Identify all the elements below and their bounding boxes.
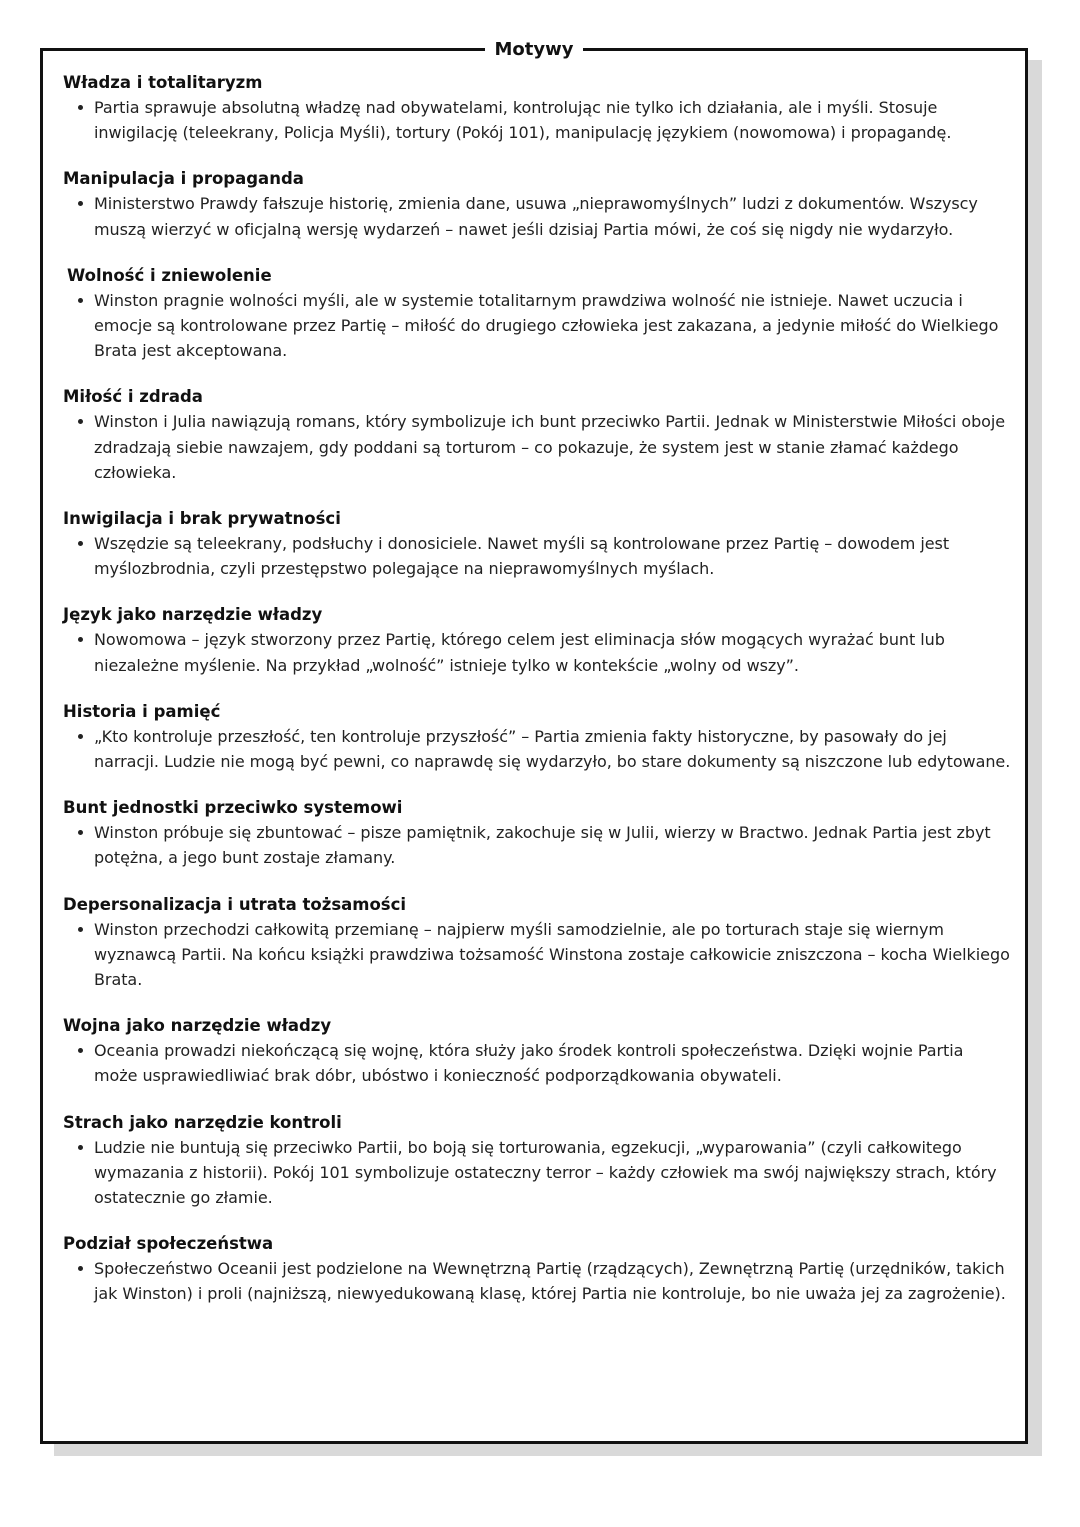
- box-title: [43, 37, 1025, 63]
- motif-section: [63, 70, 1011, 145]
- motif-bullets: [63, 191, 1011, 241]
- motifs-box: [40, 39, 1028, 1444]
- motif-bullet: Wszędzie są teleekrany, podsłuchy i donosiciele. Nawet myśli są kontrolowane przez Partię – dowodem jest myślozbrodnia, czyli przestępstwo polegające na nieprawomyślnych myślach.: [94, 531, 1011, 581]
- motif-heading: Historia i pamięć: [63, 701, 221, 721]
- motif-heading: Inwigilacja i brak prywatności: [63, 509, 341, 529]
- motif-section: [63, 506, 1011, 581]
- motif-heading: Język jako narzędzie władzy: [63, 605, 323, 625]
- motif-heading: Depersonalizacja i utrata tożsamości: [63, 894, 407, 914]
- motif-heading: Bunt jednostki przeciwko systemowi: [63, 798, 403, 818]
- motif-bullets: [63, 820, 1011, 870]
- motif-bullets: [63, 917, 1011, 993]
- motif-section: [63, 1110, 1011, 1211]
- motif-bullet: Winston pragnie wolności myśli, ale w systemie totalitarnym prawdziwa wolność nie istnieje. Nawet uczucia i emocje są kontrolowane przez Partię – miłość do drugiego człowieka jest zakazana, a jedynie miłość do Wielkiego Brata jest akceptowana.: [94, 288, 1011, 364]
- motif-heading: Podział społeczeństwa: [63, 1234, 274, 1254]
- motif-bullet: Ludzie nie buntują się przeciwko Partii, bo boją się torturowania, egzekucji, „wyparowania” (czyli całkowitego wymazania z historii). Pokój 101 symbolizuje ostateczny terror – każdy człowiek ma swój największy strach, który ostatecznie go złamie.: [94, 1135, 1011, 1211]
- motif-section: [63, 384, 1011, 485]
- motif-bullet: Winston próbuje się zbuntować – pisze pamiętnik, zakochuje się w Julii, wierzy w Bractwo. Jednak Partia jest zbyt potężna, a jego bunt zostaje złamany.: [94, 820, 1011, 870]
- motif-bullet: Oceania prowadzi niekończącą się wojnę, która służy jako środek kontroli społeczeństwa. Dzięki wojnie Partia może usprawiedliwiać brak dóbr, ubóstwo i konieczność podporządkowania obywateli.: [94, 1038, 1011, 1088]
- motif-section: [63, 602, 1011, 677]
- motifs-list: [63, 70, 1011, 1328]
- motif-bullet: Partia sprawuje absolutną władzę nad obywatelami, kontrolując nie tylko ich działania, ale i myśli. Stosuje inwigilację (teleekrany, Policja Myśli), tortury (Pokój 101), manipulację językiem (nowomowa) i propagandę.: [94, 95, 1011, 145]
- motif-heading: Wolność i zniewolenie: [67, 265, 272, 285]
- motif-bullet: Winston przechodzi całkowitą przemianę – najpierw myśli samodzielnie, ale po torturach staje się wiernym wyznawcą Partii. Na końcu książki prawdziwa tożsamość Winstona zostaje całkowicie zniszczona – kocha Wielkiego Brata.: [94, 917, 1011, 993]
- motif-heading: Władza i totalitaryzm: [63, 73, 263, 92]
- motif-bullet: „Kto kontroluje przeszłość, ten kontroluje przyszłość” – Partia zmienia fakty historyczne, by pasowały do jej narracji. Ludzie nie mogą być pewni, co naprawdę się wydarzyło, bo stare dokumenty są niszczone lub edytowane.: [94, 724, 1011, 774]
- motif-bullets: [63, 1135, 1011, 1211]
- motif-bullets: [63, 409, 1011, 485]
- motif-bullets: [63, 1038, 1011, 1088]
- motif-section: [63, 795, 1011, 870]
- motif-section: [63, 1231, 1011, 1306]
- motif-bullets: [63, 95, 1011, 145]
- motif-section: [63, 699, 1011, 774]
- motif-section: [63, 1013, 1011, 1088]
- motif-section: [63, 892, 1011, 993]
- motif-bullet: Społeczeństwo Oceanii jest podzielone na Wewnętrzną Partię (rządzących), Zewnętrzną Partię (urzędników, takich jak Winston) i proli (najniższą, niewyedukowaną klasę, której Partia nie kontroluje, bo nie uważa jej za zagrożenie).: [94, 1256, 1011, 1306]
- motif-heading: Manipulacja i propaganda: [63, 169, 304, 189]
- box-title-text: Motywy: [485, 39, 584, 60]
- motif-bullets: [63, 288, 1011, 364]
- motif-bullet: Nowomowa – język stworzony przez Partię, którego celem jest eliminacja słów mogących wyrażać bunt lub niezależne myślenie. Na przykład „wolność” istnieje tylko w kontekście „wolny od wszy”.: [94, 627, 1011, 677]
- motif-bullets: [63, 724, 1011, 774]
- motif-section: [63, 166, 1011, 241]
- motif-heading: Wojna jako narzędzie władzy: [63, 1016, 332, 1036]
- motif-heading: Strach jako narzędzie kontroli: [63, 1112, 342, 1132]
- motif-bullets: [63, 627, 1011, 677]
- motif-heading: Miłość i zdrada: [63, 387, 203, 407]
- motif-section: [63, 263, 1011, 364]
- motif-bullet: Ministerstwo Prawdy fałszuje historię, zmienia dane, usuwa „nieprawomyślnych” ludzi z dokumentów. Wszyscy muszą wierzyć w oficjalną wersję wydarzeń – nawet jeśli dzisiaj Partia mówi, że coś się nigdy nie wydarzyło.: [94, 191, 1011, 241]
- motif-bullets: [63, 531, 1011, 581]
- motif-bullet: Winston i Julia nawiązują romans, który symbolizuje ich bunt przeciwko Partii. Jednak w Ministerstwie Miłości oboje zdradzają siebie nawzajem, gdy poddani są torturom – co pokazuje, że system jest w stanie złamać każdego człowieka.: [94, 409, 1011, 485]
- motif-bullets: [63, 1256, 1011, 1306]
